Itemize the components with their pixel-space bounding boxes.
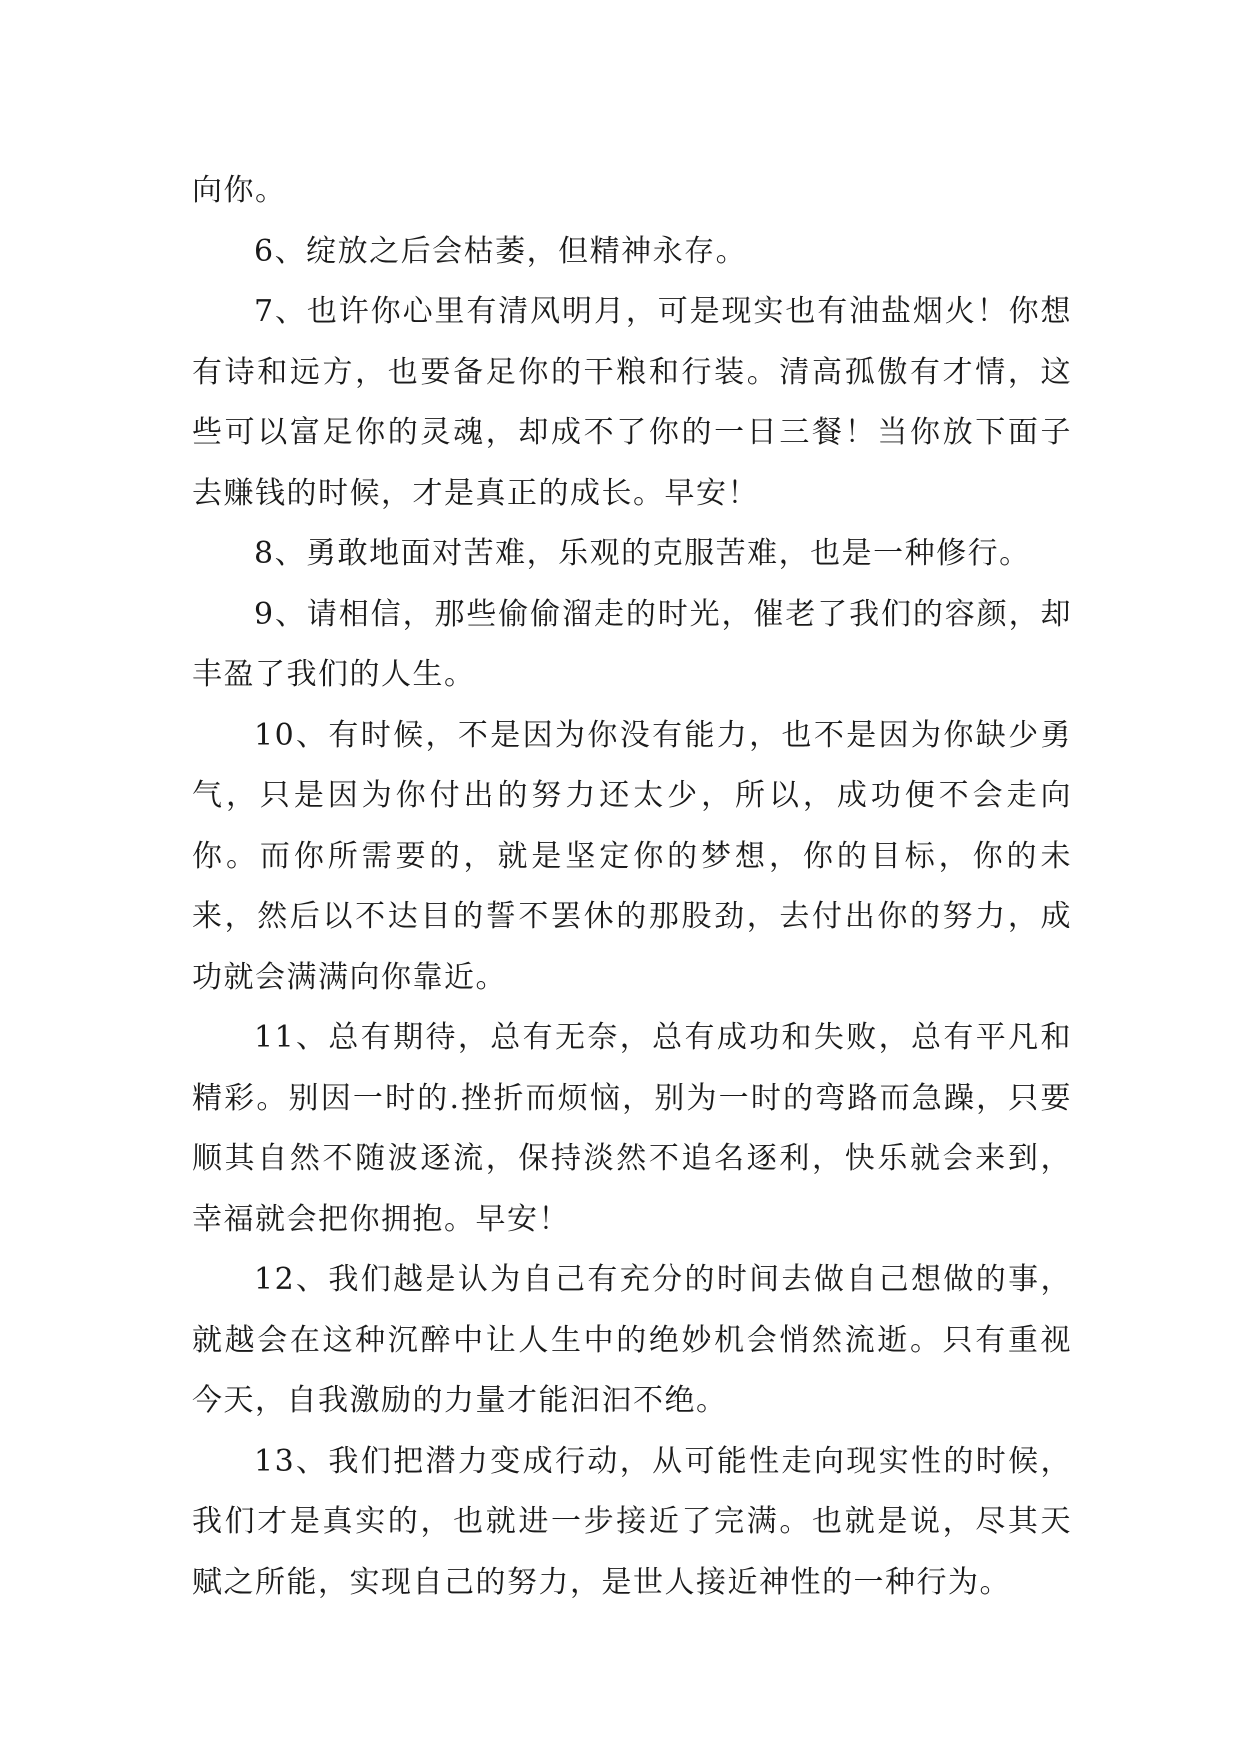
paragraph-item-13: 13、我们把潜力变成行动，从可能性走向现实性的时候，我们才是真实的，也就进一步接近了完满。也就是说，尽其天赋之所能，实现自己的努力，是世人接近神性的一种行为。 [192,1443,1072,1600]
paragraph-item-10: 10、有时候，不是因为你没有能力，也不是因为你缺少勇气，只是因为你付出的努力还太少，所以，成功便不会走向你。而你所需要的，就是坚定你的梦想，你的目标，你的未来，然后以不达目的誓不罢休的那股劲，去付出你的努力，成功就会满满向你靠近。 [192,717,1072,995]
paragraph-item-9: 9、请相信，那些偷偷溜走的时光，催老了我们的容颜，却丰盈了我们的人生。 [192,596,1072,692]
paragraph-item-6: 6、绽放之后会枯萎，但精神永存。 [254,233,748,269]
paragraph-item-12: 12、我们越是认为自己有充分的时间去做自己想做的事，就越会在这种沉醉中让人生中的绝妙机会悄然流逝。只有重视今天，自我激励的力量才能汩汩不绝。 [192,1262,1072,1418]
paragraph-item-7: 7、也许你心里有清风明月，可是现实也有油盐烟火！你想有诗和远方，也要备足你的干粮和行装。清高孤傲有才情，这些可以富足你的灵魂，却成不了你的一日三餐！当你放下面子去赚钱的时候，才是真正的成长。早安！ [192,294,1072,511]
document-body [192,161,1072,1613]
paragraph-continuation: 向你。 [192,173,287,208]
paragraph-item-8: 8、勇敢地面对苦难，乐观的克服苦难，也是一种修行。 [254,536,1031,571]
paragraph-item-11: 11、总有期待，总有无奈，总有成功和失败，总有平凡和精彩。别因一时的.挫折而烦恼，别为一时的弯路而急躁，只要顺其自然不随波逐流，保持淡然不追名逐利，快乐就会来到，幸福就会把你拥抱。早安！ [192,1020,1072,1237]
